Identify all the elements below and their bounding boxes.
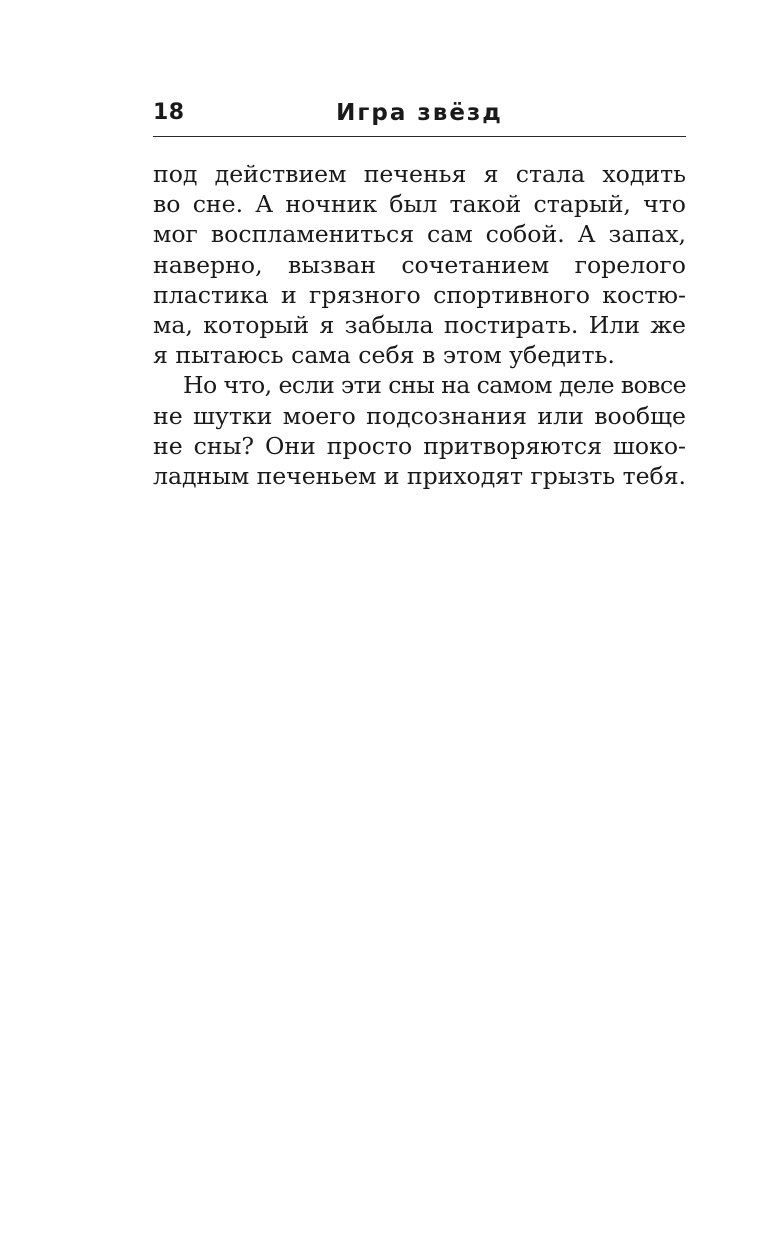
paragraph-2 xyxy=(153,370,686,491)
text-line: не сны? Они просто притворяются шоко- xyxy=(153,431,686,460)
text-line: не шутки моего подсознания или вообще xyxy=(153,401,686,430)
paragraph-1 xyxy=(153,159,686,370)
body-text xyxy=(153,159,686,491)
text-line: пластика и грязного спортивного костю- xyxy=(153,280,686,309)
text-line: мог воспламениться сам собой. А запах, xyxy=(153,220,686,249)
text-line: Но что, если эти сны на самом деле вовсе xyxy=(183,371,686,400)
text-line: ладным печеньем и приходят грызть тебя. xyxy=(153,462,686,491)
text-line: наверно, вызван сочетанием горелого xyxy=(153,250,686,279)
running-head xyxy=(153,96,686,137)
page-number: 18 xyxy=(153,100,185,125)
text-line: я пытаюсь сама себя в этом убедить. xyxy=(153,341,615,370)
text-line: во сне. А ночник был такой старый, что xyxy=(153,190,686,219)
text-line: под действием печенья я стала ходить xyxy=(153,160,686,188)
book-title: Игра звёзд xyxy=(336,100,503,126)
text-line: ма, который я забыла постирать. Или же xyxy=(153,311,686,340)
book-page xyxy=(153,96,686,491)
